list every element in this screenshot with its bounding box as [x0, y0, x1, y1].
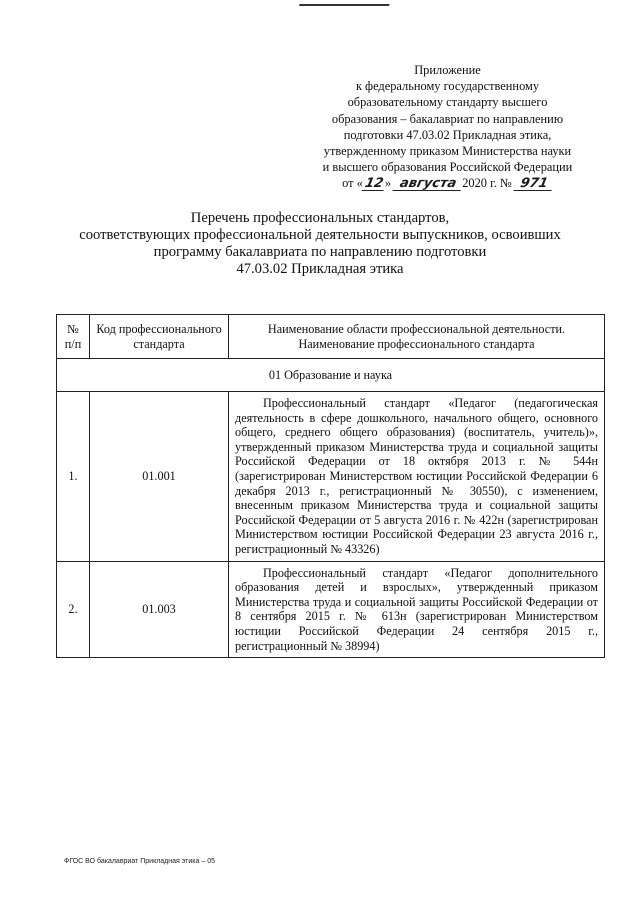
- handwritten-day: 12: [363, 176, 385, 192]
- order-year: 2020 г. №: [462, 176, 512, 191]
- order-date-middle: »: [384, 176, 392, 191]
- appendix-line: и высшего образования Российской Федерации: [322, 160, 573, 175]
- row-code: 01.003: [90, 561, 229, 658]
- title-line: программу бакалавриата по направлению подготовки: [153, 244, 487, 260]
- title-line: Перечень профессиональных стандартов,: [190, 210, 450, 226]
- section-title: 01 Образование и наука: [57, 359, 605, 392]
- appendix-line: Приложение: [414, 63, 481, 77]
- appendix-line: утвержденному приказом Министерства науки: [323, 144, 572, 159]
- row-code: 01.001: [90, 392, 229, 562]
- standards-table: [56, 314, 605, 658]
- table-row: [57, 392, 605, 562]
- row-text-cell: [229, 392, 605, 562]
- handwritten-order-number: 971: [513, 177, 554, 191]
- appendix-block: [290, 62, 605, 192]
- header-code: Код профессионального стандарта: [90, 315, 229, 359]
- appendix-line: образовательному стандарту высшего: [347, 95, 548, 110]
- row-text: Профессиональный стандарт «Педагог (педагогическая деятельность в сфере дошкольного, начального общего, основного общего, среднего общего образования) (воспитатель, учитель)», утвержденный приказом Министерства труда и социальной защиты Российской Федерации от 18 октября 2013 г. № 544н (зарегистрирован Министерством юстиции Российской Федерации 6 декабря 2013 г., регистрационный № 30550), с изменением, внесенным приказом Министерства труда и социальной защиты Российской Федерации от 5 августа 2016 г. № 422н (зарегистрирован Министерством юстиции Российской Федерации 23 августа 2016 г., регистрационный № 43326): [235, 396, 598, 556]
- row-num: 2.: [57, 561, 90, 658]
- row-text-cell: [229, 561, 605, 658]
- title-line: соответствующих профессиональной деятельности выпускников, освоивших: [79, 227, 561, 243]
- document-title: [40, 210, 600, 278]
- title-line: 47.03.02 Прикладная этика: [236, 261, 404, 277]
- header-name-line2: Наименование профессионального стандарта: [298, 336, 535, 351]
- table-header-row: [57, 315, 605, 359]
- table-section-row: [57, 359, 605, 392]
- page-footer: ФГОС ВО бакалавриат Прикладная этика – 05: [64, 858, 215, 865]
- appendix-line: образования – бакалавриат по направлению: [331, 111, 564, 126]
- handwritten-month: августа: [393, 177, 464, 191]
- scan-mark: [299, 0, 391, 6]
- order-date-line: [290, 175, 605, 191]
- appendix-line: к федеральному государственному: [355, 79, 540, 94]
- row-num: 1.: [57, 392, 90, 562]
- row-text: Профессиональный стандарт «Педагог дополнительного образования детей и взрослых», утвержденный приказом Министерства труда и социальной защиты Российской Федерации от 8 сентября 2015 г. № 613н (зарегистрирован Министерством юстиции Российской Федерации 24 сентября 2015 г., регистрационный № 38994): [235, 565, 598, 653]
- header-name: [229, 315, 605, 359]
- header-name-line1: Наименование области профессиональной деятельности.: [267, 321, 566, 336]
- appendix-line: подготовки 47.03.02 Прикладная этика,: [343, 127, 552, 142]
- header-num: № п/п: [57, 315, 90, 359]
- order-date-prefix: от «: [342, 176, 363, 191]
- table-row: [57, 561, 605, 658]
